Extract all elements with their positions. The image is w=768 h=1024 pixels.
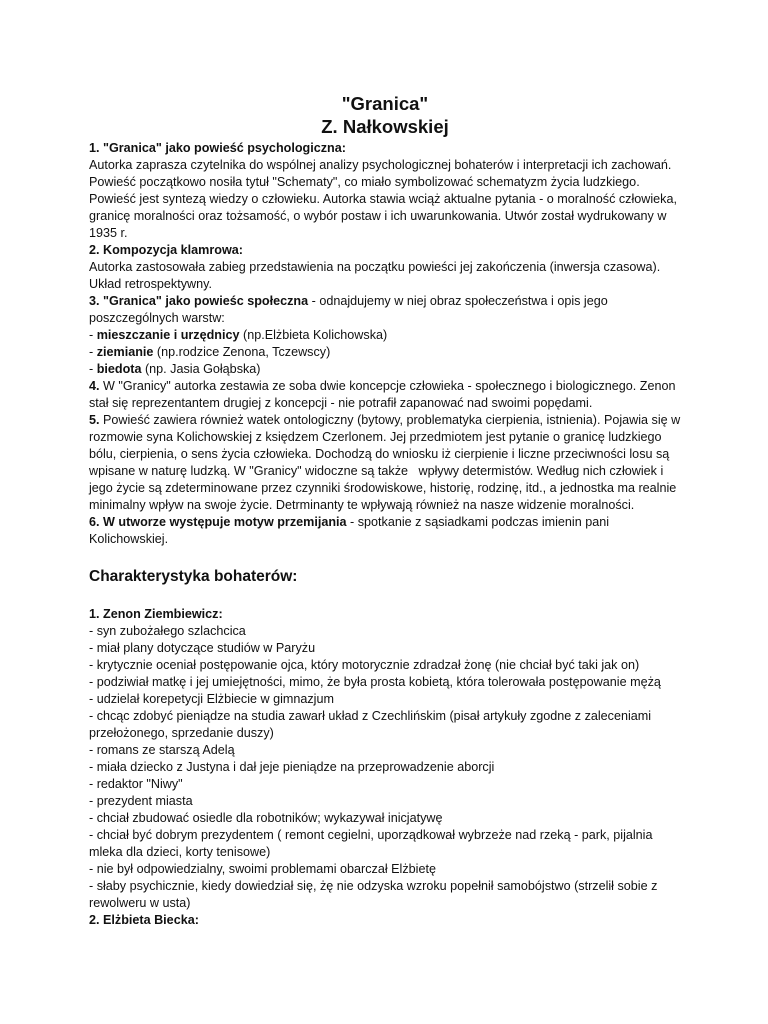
list-item: - mieszczanie i urzędnicy (np.Elżbieta Kolichowska) [89,328,388,342]
list-item: - słaby psychicznie, kiedy dowiedział się, żę nie odzyska wzroku popełnił samobójstwo (strzelił sobie z [89,879,658,893]
list-item: rewolweru w usta) [89,896,191,910]
paragraph-line: minimalny wpływ na swoje życie. Detrminanty te wpływają również na nasze widzenie moralności. [89,498,635,512]
list-item: przełożonego, sprzedanie duszy) [89,726,274,740]
list-item: - chciał zbudować osiedle dla robotników; wykazywał inicjatywę [89,811,443,825]
section-number-4: 4. [89,379,100,393]
list-item: - biedota (np. Jasia Gołąbska) [89,362,261,376]
paragraph-line: rozmowie syna Kolichowskiej z księdzem Czerlonem. Jej przedmiotem jest pytanie o granicę ludzkiego [89,430,662,444]
paragraph-line: 1935 r. [89,226,128,240]
paragraph-line: wpisane w naturę ludzką. W "Granicy" widoczne są także wpływy determistów. Według nich człowiek i [89,464,664,478]
paragraph-line: jego życie są zdeterminowane przez czynniki środowiskowe, historię, rodzinę, itd., a jednostka ma realnie [89,481,677,495]
paragraph-line: stał się reprezentantem drugiej z koncepcji - nie potrafił zapanować nad swoimi popędami. [89,396,593,410]
list-item: - prezydent miasta [89,794,193,808]
list-item: - ziemianie (np.rodzice Zenona, Tczewscy) [89,345,331,359]
document-page [89,92,681,929]
paragraph-line: Powieść początkowo nosiła tytuł "Schematy", co miało symbolizować schematyzm życia ludzkiego. [89,175,640,189]
paragraph-line: Autorka zaprasza czytelnika do wspólnej analizy psychologicznej bohaterów i interpretacji ich zachowań. [89,158,672,172]
list-item: - syn zubożałego szlachcica [89,624,246,638]
paragraph-line: Autorka zastosowała zabieg przedstawienia na początku powieści jej zakończenia (inwersja czasowa). [89,260,661,274]
characters-heading: Charakterystyka bohaterów: [89,568,298,585]
paragraph-line: bólu, cierpienia, o sens życia człowieka. Dochodzą do wniosku iż cierpienie i liczne przeciwności losu są [89,447,670,461]
section-heading-1: 1. "Granica" jako powieść psychologiczna: [89,141,346,155]
document-title: "Granica" [341,93,429,114]
list-item: - romans ze starszą Adelą [89,743,235,757]
list-item: - udzielał korepetycji Elżbiecie w gimnazjum [89,692,334,706]
section-4-line: 4. W "Granicy" autorka zestawia ze soba dwie koncepcje człowieka - społecznego i biologicznego. Zenon [89,379,676,393]
paragraph-line: Kolichowskiej. [89,532,169,546]
section-heading-6: 6. W utworze występuje motyw przemijania [89,515,347,529]
character-heading-elzbieta: 2. Elżbieta Biecka: [89,913,199,927]
list-item: - nie był odpowiedzialny, swoimi problemami obarczał Elżbietę [89,862,436,876]
list-item: - chcąc zdobyć pieniądze na studia zawarł układ z Czechlińskim (pisał artykuły zgodne z zaleceniami [89,709,652,723]
character-heading-zenon: 1. Zenon Ziembiewicz: [89,607,223,621]
list-item: - podziwiał matkę i jej umiejętności, mimo, że była prosta kobietą, która tolerowała postępowanie mężą [89,675,661,689]
section-heading-2: 2. Kompozycja klamrowa: [89,243,243,257]
paragraph-line: Układ retrospektywny. [89,277,212,291]
document-subtitle: Z. Nałkowskiej [321,116,449,137]
section-number-5: 5. [89,413,100,427]
paragraph-line: Powieść jest syntezą wiedzy o człowieku. Autorka stawia wciąż aktualne pytania - o moralność człowieka, [89,192,677,206]
section-heading-3: 3. "Granica" jako powieśc społeczna [89,294,309,308]
list-item: - krytycznie oceniał postępowanie ojca, który motorycznie zdradzał żonę (nie chciał być taki jak on) [89,658,640,672]
paragraph-line: granicę moralności oraz tożsamość, o wybór postaw i ich uwarunkowania. Utwór został wydrukowany w [89,209,667,223]
section-3-line [89,293,681,310]
section-6-line: 6. W utworze występuje motyw przemijania - spotkanie z sąsiadkami podczas imienin pani [89,515,610,529]
list-item: - miał plany dotyczące studiów w Paryżu [89,641,316,655]
paragraph-line: poszczególnych warstw: [89,311,225,325]
section-5-line: 5. Powieść zawiera również watek ontologiczny (bytowy, problematyka cierpienia, istnienia). Pojawia się w [89,413,681,427]
list-item: mleka dla dzieci, korty tenisowe) [89,845,271,859]
list-item: - chciał być dobrym prezydentem ( remont cegielni, uporządkował wybrzeże nad rzeką - park, pijalnia [89,828,653,842]
list-item: - redaktor "Niwy" [89,777,183,791]
list-item: - miała dziecko z Justyna i dał jeje pieniądze na przeprowadzenie aborcji [89,760,495,774]
section-3-text: - odnajdujemy w niej obraz społeczeństwa i opis jego [308,294,608,308]
